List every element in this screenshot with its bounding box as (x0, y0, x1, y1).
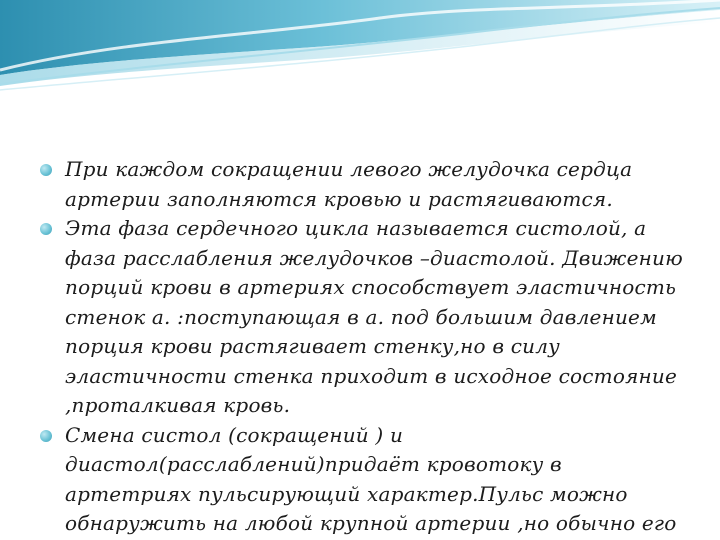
bullet-item-3 (40, 421, 690, 539)
bullet-list (40, 155, 690, 539)
bullet-item-1 (40, 155, 690, 214)
text-line: диастол(расслаблений)придаёт кровотоку в (65, 452, 562, 476)
text-line: артерии заполняются кровью и растягиваются. (65, 186, 613, 211)
bullet-dot-icon (40, 164, 52, 176)
text-line: порций крови в артериях способствует эластичность (65, 275, 677, 299)
text-line: ,проталкивая кровь. (65, 393, 291, 417)
bullet-dot-icon (40, 223, 52, 235)
text-line: артетриях пульсирующий характер.Пульс можно (65, 481, 628, 506)
slide-content (40, 155, 690, 539)
bullet-dot-icon (40, 430, 52, 442)
text-line: стенок а. :поступающая в а. под большим давлением (65, 304, 657, 329)
text-line: эластичности стенка приходит в исходное состояние (65, 363, 677, 388)
text-line: обнаружить на любой крупной артерии ,но обычно его (65, 511, 677, 535)
header-wave-decoration (0, 0, 720, 120)
bullet-item-2 (40, 214, 690, 421)
text-line: фаза расслабления желудочков –диастолой. Движению (65, 245, 683, 270)
text-line: Эта фаза сердечного цикла называется систолой, а (65, 216, 647, 240)
text-line: При каждом сокращении левого желудочка сердца (65, 157, 633, 181)
text-line: Смена систол (сокращений ) и (65, 422, 404, 447)
text-line: порция крови растягивает стенку,но в силу (65, 334, 560, 358)
